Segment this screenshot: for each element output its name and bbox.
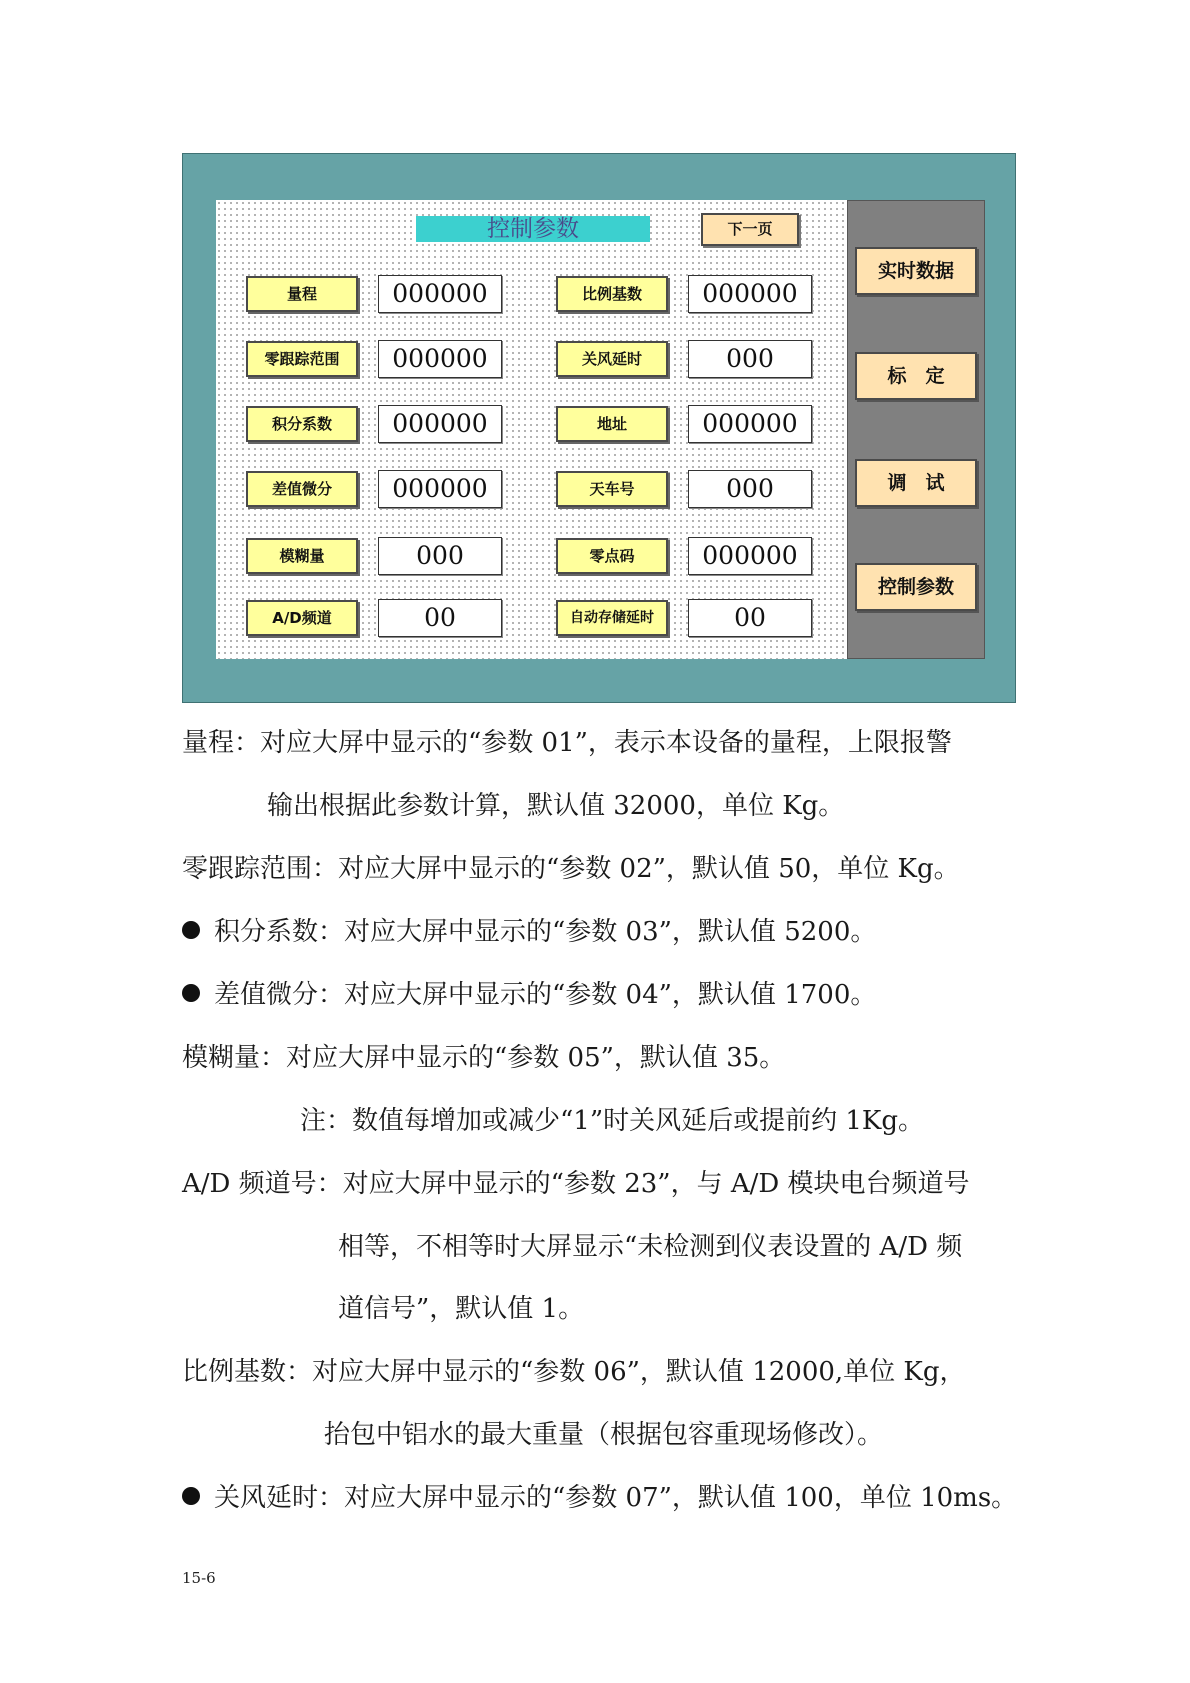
bullet-icon — [182, 921, 200, 939]
value-fuzzy[interactable]: 000 — [378, 537, 502, 575]
para-differential — [182, 978, 876, 1012]
control-params-button[interactable]: 控制参数 — [855, 563, 977, 611]
bullet-icon — [182, 984, 200, 1002]
label-air-delay: 关风延时 — [556, 341, 668, 377]
bullet-icon — [182, 1487, 200, 1505]
hmi-screen — [216, 200, 847, 659]
value-address[interactable]: 000000 — [688, 405, 812, 443]
para-ratio-2: 抬包中铝水的最大重量（根据包容重现场修改）。 — [324, 1420, 884, 1450]
page-number: 15-6 — [182, 1569, 216, 1587]
calibrate-button[interactable]: 标 定 — [855, 352, 977, 400]
para-ad-3: 道信号”，默认值 1。 — [338, 1294, 585, 1324]
hmi-side-menu — [847, 200, 985, 659]
value-zero-track[interactable]: 000000 — [378, 340, 502, 378]
label-ratio-base: 比例基数 — [556, 276, 668, 312]
label-integral: 积分系数 — [246, 406, 358, 442]
para-note: 注：数值每增加或减少“1”时关风延后或提前约 1Kg。 — [300, 1106, 925, 1136]
value-air-delay[interactable]: 000 — [688, 340, 812, 378]
para-range-2: 输出根据此参数计算，默认值 32000，单位 Kg。 — [267, 791, 845, 821]
realtime-data-button[interactable]: 实时数据 — [855, 247, 977, 295]
para-differential-text: 差值微分：对应大屏中显示的“参数 04”，默认值 1700。 — [214, 980, 877, 1010]
para-fuzzy: 模糊量：对应大屏中显示的“参数 05”，默认值 35。 — [182, 1043, 786, 1073]
value-ratio-base[interactable]: 000000 — [688, 275, 812, 313]
screen-title: 控制参数 — [416, 216, 650, 242]
value-range[interactable]: 000000 — [378, 275, 502, 313]
label-range: 量程 — [246, 276, 358, 312]
para-air-delay — [182, 1481, 1017, 1515]
value-auto-save-delay[interactable]: 00 — [688, 599, 812, 637]
label-ad-channel: A/D频道 — [246, 600, 358, 636]
label-fuzzy: 模糊量 — [246, 538, 358, 574]
value-integral[interactable]: 000000 — [378, 405, 502, 443]
next-page-button[interactable]: 下一页 — [701, 213, 799, 246]
label-address: 地址 — [556, 406, 668, 442]
debug-button[interactable]: 调 试 — [855, 459, 977, 507]
para-air-delay-text: 关风延时：对应大屏中显示的“参数 07”，默认值 100，单位 10ms。 — [214, 1483, 1018, 1513]
label-zero-track: 零跟踪范围 — [246, 341, 358, 377]
para-ratio-1: 比例基数：对应大屏中显示的“参数 06”，默认值 12000,单位 Kg， — [182, 1357, 966, 1387]
label-differential: 差值微分 — [246, 471, 358, 507]
value-differential[interactable]: 000000 — [378, 470, 502, 508]
para-ad-2: 相等，不相等时大屏显示“未检测到仪表设置的 A/D 频 — [338, 1232, 963, 1262]
hmi-panel — [182, 153, 1016, 703]
value-crane-number[interactable]: 000 — [688, 470, 812, 508]
label-auto-save-delay: 自动存储延时 — [556, 600, 668, 636]
label-crane-number: 天车号 — [556, 471, 668, 507]
label-zero-code: 零点码 — [556, 538, 668, 574]
para-ad-1: A/D 频道号：对应大屏中显示的“参数 23”，与 A/D 模块电台频道号 — [182, 1169, 970, 1199]
para-integral-text: 积分系数：对应大屏中显示的“参数 03”，默认值 5200。 — [214, 917, 877, 947]
para-zero-track: 零跟踪范围：对应大屏中显示的“参数 02”，默认值 50，单位 Kg。 — [182, 854, 960, 884]
value-zero-code[interactable]: 000000 — [688, 537, 812, 575]
para-range-1: 量程：对应大屏中显示的“参数 01”，表示本设备的量程，上限报警 — [182, 728, 952, 758]
value-ad-channel[interactable]: 00 — [378, 599, 502, 637]
para-integral — [182, 915, 876, 949]
